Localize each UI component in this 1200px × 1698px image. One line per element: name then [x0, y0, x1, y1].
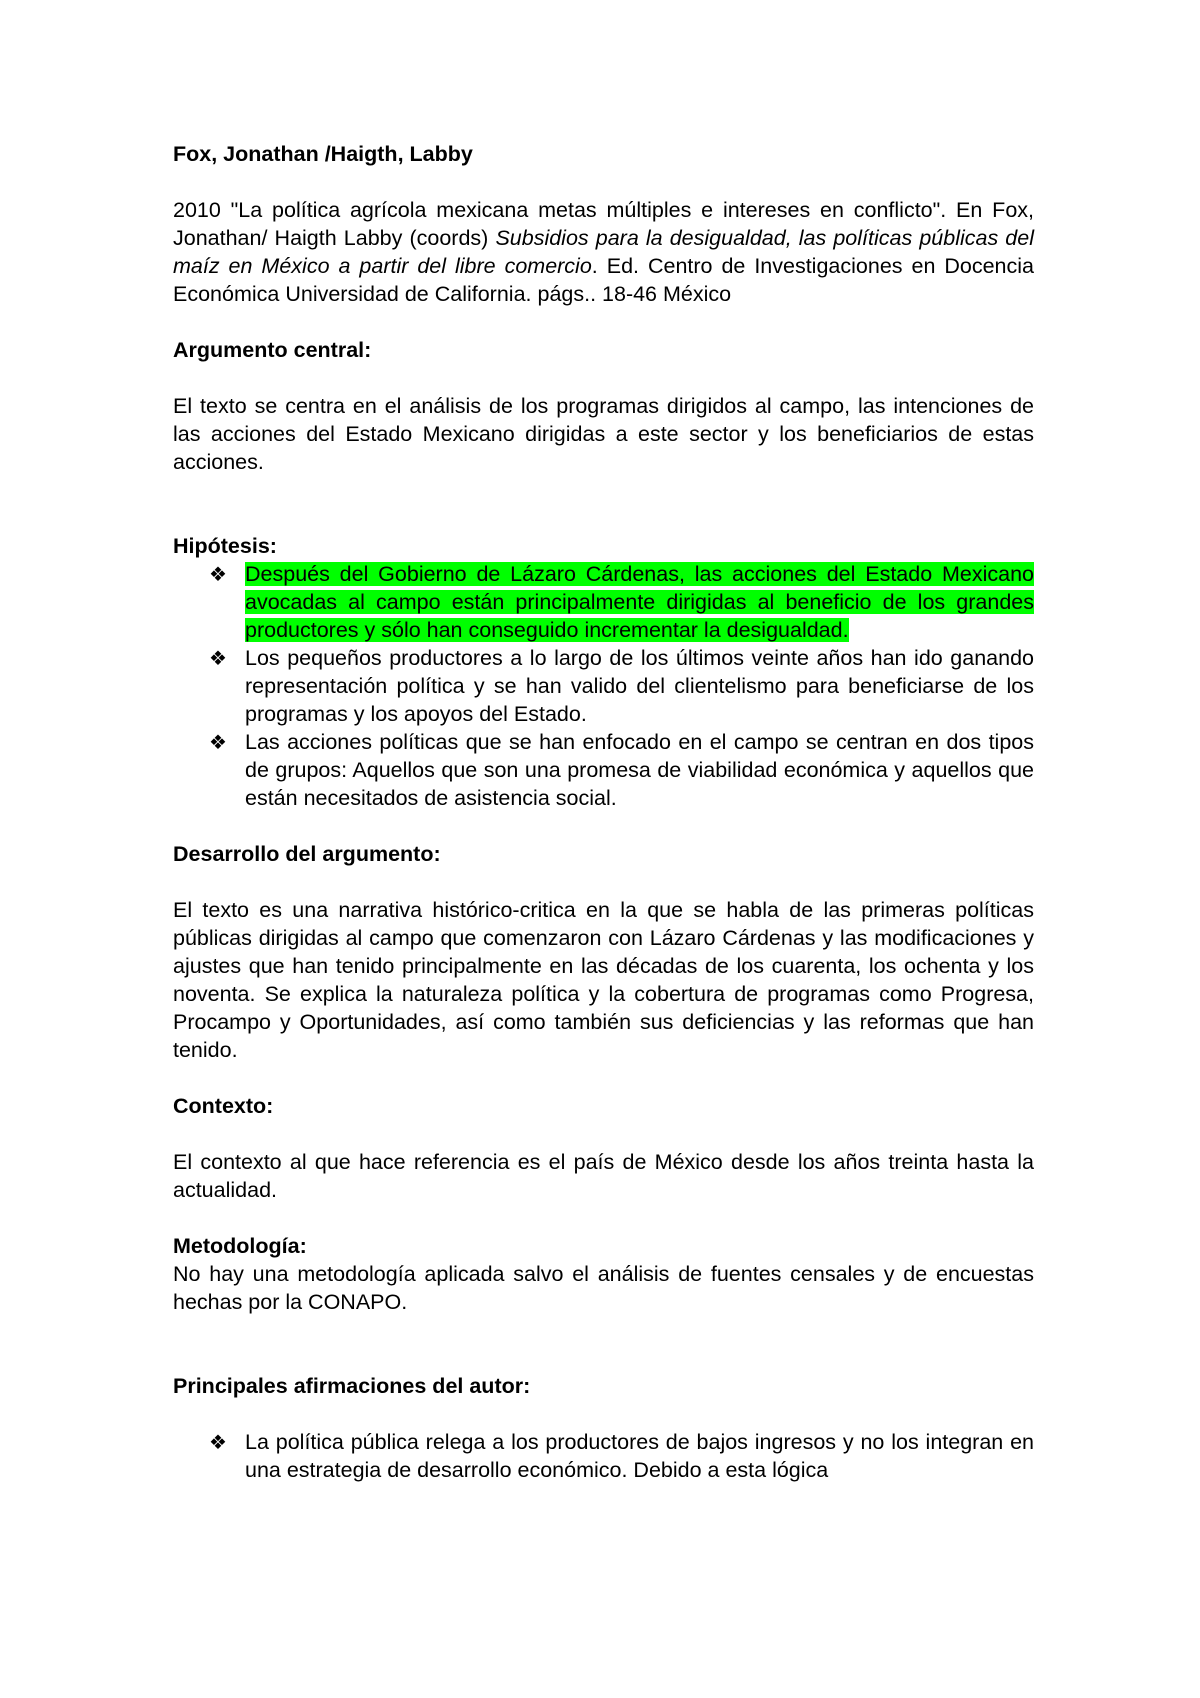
heading-hipotesis: Hipótesis: — [173, 534, 277, 558]
citation-text-1: 2010 "La política agrícola mexicana metas múltiples e intereses en conflicto". En Fox, Jonathan/ Haigth Labby (coords) — [173, 198, 1034, 250]
diamond-bullet-icon: ❖ — [209, 646, 227, 670]
metodologia-paragraph: No hay una metodología aplicada salvo el análisis de fuentes censales y de encuestas hechas por la CONAPO. — [173, 1262, 1034, 1314]
list-item — [173, 560, 1034, 644]
citation-text-2: . Ed. Centro de Investigaciones en Docencia Económica Universidad de California. págs.. 18-46 México — [173, 254, 1034, 306]
list-item — [173, 644, 1034, 728]
heading-argumento-central: Argumento central: — [173, 338, 372, 362]
heading-metodologia: Metodología: — [173, 1234, 307, 1258]
hypothesis-text: Las acciones políticas que se han enfocado en el campo se centran en dos tipos de grupos: Aquellos que son una promesa de viabilidad económica y aquellos que están necesitados de asistencia social. — [245, 730, 1034, 810]
contexto-paragraph: El contexto al que hace referencia es el país de México desde los años treinta hasta la actualidad. — [173, 1150, 1034, 1202]
citation-book-title: Subsidios para la desigualdad, las políticas públicas del maíz en México a partir del libre comercio — [173, 226, 1034, 278]
desarrollo-paragraph: El texto es una narrativa histórico-critica en la que se habla de las primeras políticas públicas dirigidas al campo que comenzaron con Lázaro Cárdenas y las modificaciones y ajustes que han tenido principalmente en las décadas de los cuarenta, los ochenta y los noventa. Se explica la naturaleza política y la cobertura de programas como Progresa, Procampo y Oportunidades, así como también sus deficiencias y las reformas que han tenido. — [173, 898, 1034, 1062]
afirmacion-text: La política pública relega a los productores de bajos ingresos y no los integran en una estrategia de desarrollo económico. Debido a esta lógica — [245, 1430, 1034, 1482]
heading-desarrollo: Desarrollo del argumento: — [173, 842, 441, 866]
diamond-bullet-icon: ❖ — [209, 1430, 227, 1454]
afirmaciones-list — [173, 1428, 1034, 1484]
heading-afirmaciones: Principales afirmaciones del autor: — [173, 1374, 531, 1398]
document-body — [173, 140, 1034, 1484]
highlighted-hypothesis-text: Después del Gobierno de Lázaro Cárdenas, las acciones del Estado Mexicano avocadas al campo están principalmente dirigidas al beneficio de los grandes productores y sólo han conseguido incrementar la desigualdad. — [245, 562, 1034, 642]
author-line: Fox, Jonathan /Haigth, Labby — [173, 142, 473, 166]
heading-contexto: Contexto: — [173, 1094, 274, 1118]
list-item — [173, 1428, 1034, 1484]
hipotesis-list — [173, 560, 1034, 812]
citation-paragraph — [173, 196, 1034, 308]
list-item — [173, 728, 1034, 812]
diamond-bullet-icon: ❖ — [209, 562, 227, 586]
argumento-paragraph: El texto se centra en el análisis de los programas dirigidos al campo, las intenciones de las acciones del Estado Mexicano dirigidas a este sector y los beneficiarios de estas acciones. — [173, 394, 1034, 474]
hypothesis-text: Los pequeños productores a lo largo de los últimos veinte años han ido ganando representación política y se han valido del clientelismo para beneficiarse de los programas y los apoyos del Estado. — [245, 646, 1034, 726]
diamond-bullet-icon: ❖ — [209, 730, 227, 754]
